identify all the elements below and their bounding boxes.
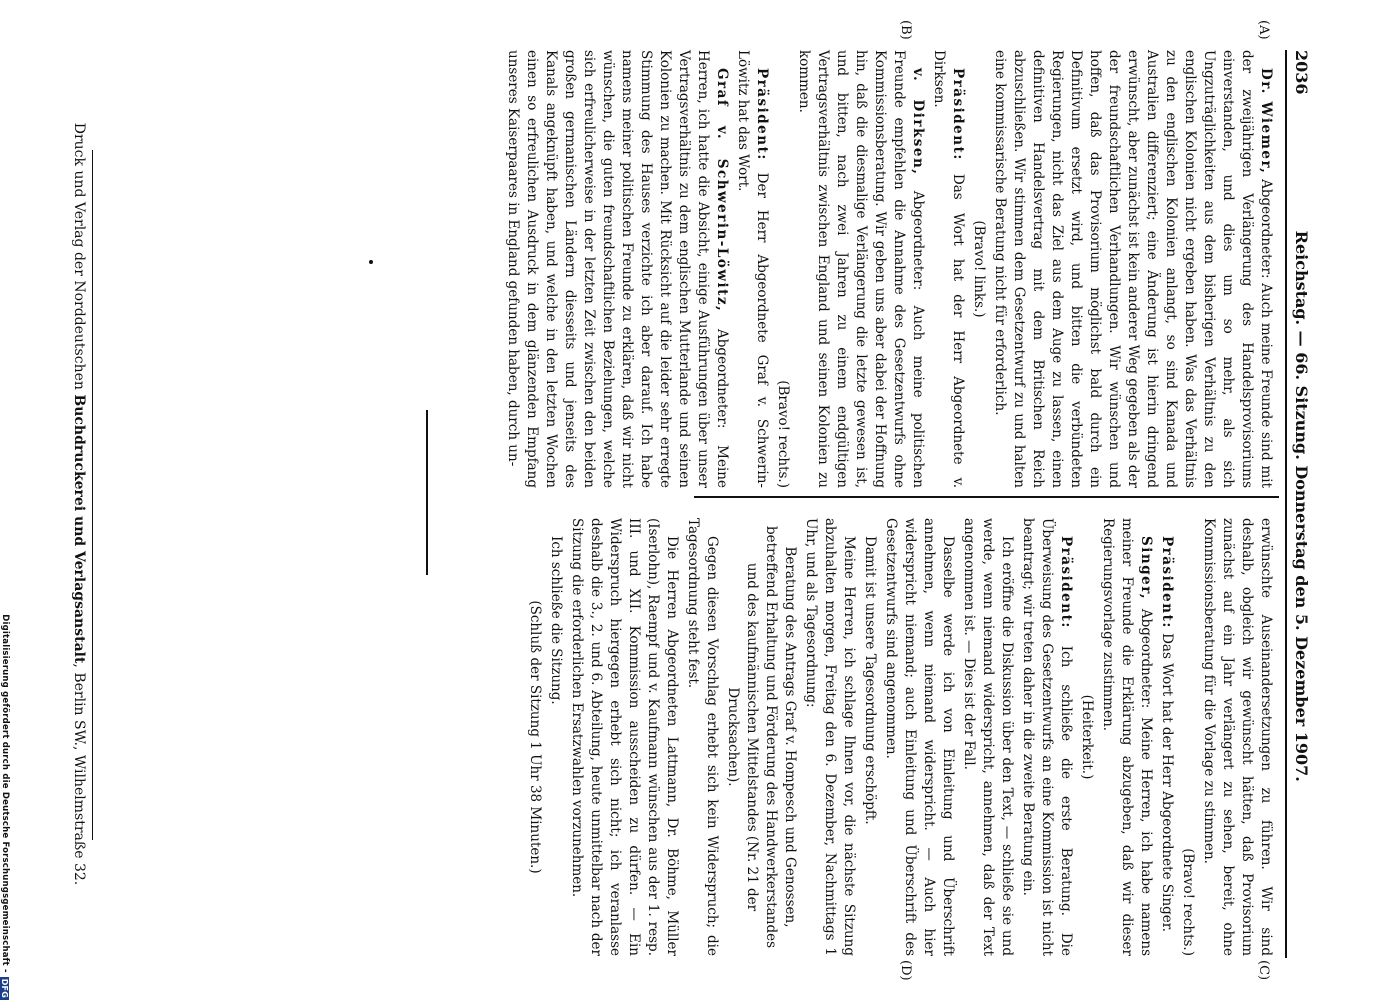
speaker-name: Graf v. Schwerin-Löwitz,	[714, 68, 730, 313]
paragraph	[801, 518, 858, 956]
speaker-name: Präsident:	[1159, 536, 1175, 629]
digitization-note: Digitalisierung gefördert durch die Deutsche Forschungsgemeinschaft -	[0, 614, 10, 973]
paragraph	[929, 50, 967, 488]
page-title: Reichstag. — 66. Sitzung. Donnerstag den 5. Dezember 1907.	[1292, 230, 1311, 782]
paragraph	[860, 518, 879, 956]
paragraph	[546, 518, 565, 956]
interjection: (Bravo! links.)	[971, 220, 987, 318]
speaker-name: Präsident:	[1058, 536, 1074, 629]
speaker-name: v. Dirksen,	[910, 68, 926, 176]
paragraph	[567, 518, 681, 956]
paragraph-text: Das Wort hat der Herr Abgeordnete v. Dirksen.	[931, 50, 966, 488]
interjection: Beratung des Antrags Graf v. Hompesch und Genossen, betreffend Erhaltung und Förderung des Handwerkerstandes und des kaufmännischen Mittelstandes (Nr. 21 der Drucksachen).	[725, 525, 798, 949]
dfg-logo: DFG	[0, 978, 10, 998]
digitization-credit	[0, 0, 10, 1000]
paragraph	[1157, 518, 1176, 956]
paragraph	[881, 518, 957, 956]
paragraph-text: Ich schließe die Sitzung.	[548, 536, 564, 705]
speaker-name: Dr. Wiemer,	[1258, 68, 1274, 175]
paragraph-text: Abgeordneter: Auch meine politischen Freunde empfehlen die Annahme des Gesetzentwurfs ohne Kommissionsberatung. Wir geben uns aber dabei der Hoffnung hin, daß die diesmalige Verlängerung die letzte gewesen ist, und bitten, nach zwei Jahren zu einem endgültigen Vertragsverhältnis zwischen England und seinen Kolonien zu kommen.	[796, 50, 926, 488]
paragraph-text: Abgeordneter: Auch meine Freunde sind mit der zweijährigen Verlängerung des Handelsprovisoriums einverstanden, und dies um so mehr, als sich Ungzuträglichkeiten aus dem bisherigen Verhältnis zu den englischen Kolonien nicht ergeben haben. Was das Verhältnis zu den englischen Kolonien anlangt, so sind Kanada und Australien differenziert; eine Änderung ist hierin dringend erwünscht, aber zunächst ist kein anderer Weg gegeben als der der freundschaftlichen Verhandlungen. Wir wünschen und hoffen, daß das Provisorium möglichst bald durch ein Definitivum ersetzt wird, und bitten die verbündeten Regierungen, nicht das Ziel aus dem Auge zu lassen, einen definitiven Handelsvertrag mit dem Britischen Reich abzuschließen. Wir stimmen dem Gesetzentwurf zu und halten eine kommissarische Beratung nicht für erforderlich.	[992, 50, 1274, 488]
margin-mark-d: (D)	[898, 960, 913, 981]
paragraph-text: Ich eröffne die Diskussion über den Text, — schließe sie und werde, wenn niemand widerspricht, annehmen, daß der Text angenommen ist. — Dies ist der Fall.	[961, 518, 1015, 956]
paragraph	[959, 518, 1016, 956]
speaker-name: Präsident:	[754, 68, 770, 161]
paragraph	[794, 50, 927, 488]
imprint	[71, 50, 87, 958]
speck	[369, 260, 373, 264]
paragraph	[1199, 518, 1275, 956]
paragraph-text: Dasselbe werde ich von Einleitung und Überschrift annehmen, wenn niemand widerspricht. — Auch hier widerspricht niemand; auch Einleitung und Überschrift des Gesetzentwurfs sind angenommen.	[883, 518, 956, 956]
footer-rule	[92, 150, 93, 840]
imprint-suffix: , Berlin SW., Wilhelmstraße 32.	[71, 663, 87, 886]
paragraph-text: Abgeordneter: Meine Herren, ich habe namens meiner Freunde die Erklärung abzugeben, daß wir dieser Regierungsvorlage zustimmen.	[1100, 518, 1154, 956]
paragraph-text: Der Herr Abgeordnete Graf v. Schwerin-Löwitz hat das Wort.	[735, 50, 770, 488]
speaker-name: Singer,	[1138, 536, 1154, 601]
right-column	[523, 518, 1275, 956]
paragraph	[990, 50, 1275, 488]
paragraph-text: erwünschte Auseinandersetzungen zu führen. Wir sind deshalb, obgleich wir gewünscht hätten, daß Provisorium zunächst auf ein Jahr verlängert zu sehen, bereit, ohne Kommissionsberatung für die Vorlage zu stimmen.	[1201, 518, 1274, 956]
interjection: (Heiterkeit.)	[1079, 694, 1095, 780]
paragraph	[1098, 518, 1155, 956]
interjection: (Schluß der Sitzung 1 Uhr 38 Minuten.)	[527, 600, 543, 874]
paragraph	[1018, 518, 1075, 956]
paragraph-text: Abgeordneter: Meine Herren, ich hatte die Absicht, einige Ausführungen über unser Vertragsverhältnis zu dem englischen Mutterlande und seinen Kolonien zu machen. Mit Rücksicht auf die leider sehr erregte Stimmung des Hauses verzichte ich aber darauf. Ich habe namens meiner politischen Freunde zu erklären, daß wir nicht wünschen, die guten freundschaftlichen Beziehungen, welche sich erfreulicherweise in der letzten Zeit zwischen den beiden großen germanischen Ländern diesseits und jenseits des Kanals angeknüpft haben, und welche in den letzten Wochen einen so erfreulichen Ausdruck in dem glänzenden Empfang unseres Kaiserpaares in England gefunden haben, durch un-	[505, 50, 730, 488]
paragraph-text: Meine Herren, ich schlage Ihnen vor, die nächste Sitzung abzuhalten morgen, Freitag den 6. Dezember, Nachmittags 1 Uhr, und als Tagesordnung:	[803, 518, 857, 956]
interjection: (Bravo! rechts.)	[775, 380, 791, 488]
interjection: (Bravo! rechts.)	[1180, 848, 1196, 956]
paragraph-text: Ich schließe die erste Beratung. Die Überweisung des Gesetzentwurfs an eine Kommission ist nicht beantragt; wir treten daher in die zweite Beratung ein.	[1020, 518, 1074, 956]
paragraph	[683, 518, 721, 956]
imprint-publisher: Buchdruckerei und Verlagsanstalt	[71, 394, 87, 664]
stray-rule	[426, 410, 428, 575]
paragraph-text: Gegen diesen Vorschlag erhebt sich kein Widerspruch; die Tagesordnung steht fest.	[685, 518, 720, 956]
margin-mark-b: (B)	[898, 20, 913, 40]
speaker-name: Präsident:	[950, 68, 966, 161]
header-rule	[1285, 50, 1287, 958]
margin-mark-c: (C)	[1256, 960, 1271, 981]
paragraph-text: Die Herren Abgeordneten Lattmann, Dr. Böhme, Müller (Iserlohn), Raempf und v. Kaufmann wünschen aus der 1. resp. III. und XII. Kommission ausscheiden zu dürfen. — Ein Widerspruch hiergegen erhebt sich nicht; ich veranlasse deshalb die 3., 2. und 6. Abteilung, heute unmittelbar nach der Sitzung die erforderlichen Ersatzwahlen vorzunehmen.	[569, 518, 680, 956]
page-number: 2036	[1292, 50, 1311, 95]
column-divider	[694, 496, 1279, 498]
paragraph-text: Damit ist unsere Tagesordnung erschöpft.	[862, 536, 878, 825]
paragraph	[503, 50, 731, 488]
page-header	[1292, 50, 1311, 958]
paragraph	[733, 50, 771, 488]
imprint-prefix: Druck und Verlag der Norddeutschen	[71, 122, 87, 395]
paragraph-text: Das Wort hat der Herr Abgeordnete Singer.	[1159, 628, 1175, 933]
left-column	[501, 50, 1275, 488]
margin-mark-a: (A)	[1256, 20, 1271, 40]
